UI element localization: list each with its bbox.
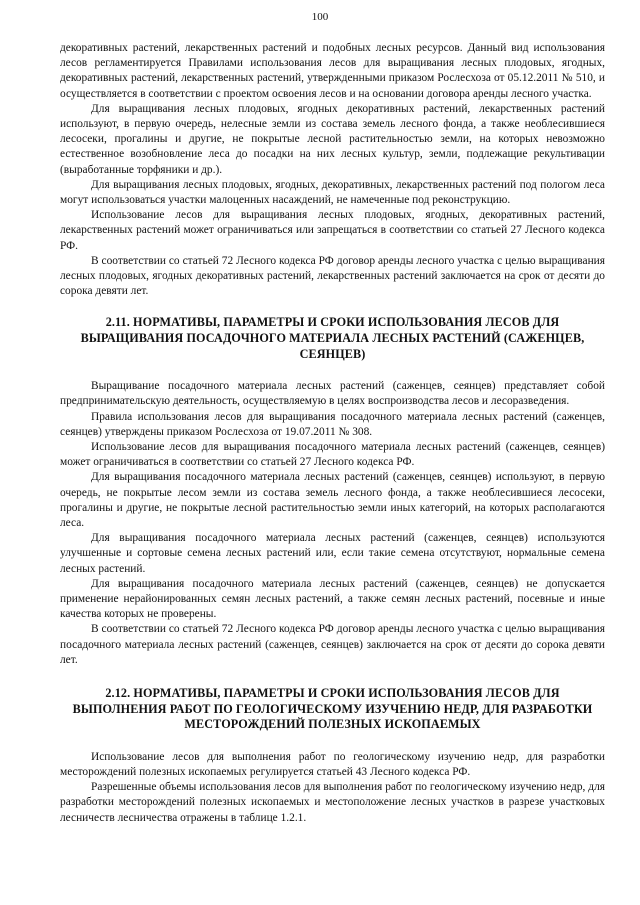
section-2-11-paragraph: Использование лесов для выращивания посадочного материала лесных растений (саженцев, сеянцев) может ограничиваться в соответствии со статьей 27 Лесного кодекса РФ. bbox=[60, 441, 605, 469]
section-2-12-heading: 2.12. НОРМАТИВЫ, ПАРАМЕТРЫ И СРОКИ ИСПОЛЬЗОВАНИЯ ЛЕСОВ ДЛЯ ВЫПОЛНЕНИЯ РАБОТ ПО ГЕОЛОГИЧЕСКОМУ ИЗУЧЕНИЮ НЕДР, ДЛЯ РАЗРАБОТКИ МЕСТОРОЖДЕНИЙ ПОЛЕЗНЫХ ИСКОПАЕМЫХ bbox=[72, 686, 593, 732]
page-number: 100 bbox=[311, 11, 329, 23]
intro-paragraph: Для выращивания лесных плодовых, ягодных, декоративных, лекарственных растений под пологом леса могут использоваться участки малоценных насаждений, не намеченные под реконструкцию. bbox=[60, 178, 605, 207]
intro-paragraph: В соответствии со статьей 72 Лесного кодекса РФ договор аренды лесного участка с целью выращивания лесных плодовых, ягодных декоративных растений, лекарственных растений заключается на срок от десяти до сорока девяти лет. bbox=[60, 254, 605, 298]
section-2-11-paragraph: Для выращивания посадочного материала лесных растений (саженцев, сеянцев) не допускается применение нерайонированных семян лесных растений, а также семян лесных растений, посевные и иные качества которых не проверены. bbox=[60, 577, 605, 621]
section-2-12-paragraph: Разрешенные объемы использования лесов для выполнения работ по геологическому изучению недр, для разработки месторождений полезных ископаемых и местоположение лесных участков в разрезе участковых лесничеств лесничества отражены в таблице 1.2.1. bbox=[60, 781, 605, 824]
page-body bbox=[60, 41, 605, 826]
section-2-12-paragraph: Использование лесов для выполнения работ по геологическому изучению недр, для разработки месторождений полезных ископаемых регулируется статьей 43 Лесного кодекса РФ. bbox=[60, 750, 605, 779]
intro-paragraph: Использование лесов для выращивания лесных плодовых, ягодных, декоративных растений, лекарственных растений может ограничиваться или запрещаться в соответствии со статьей 27 Лесного кодекса РФ. bbox=[60, 209, 605, 252]
intro-paragraph: декоративных растений, лекарственных растений и подобных лесных ресурсов. Данный вид использования лесов регламентируется Правилами использования лесов для выращивания лесных плодовых, ягодных, декоративных растений, лекарственных растений, утвержденными приказом Рослесхоза от 05.12.2011 № 510, и осуществляется в соответствии с проектом освоения лесов и на основании договора аренды лесного участка. bbox=[60, 42, 605, 100]
section-2-11-heading: 2.11. НОРМАТИВЫ, ПАРАМЕТРЫ И СРОКИ ИСПОЛЬЗОВАНИЯ ЛЕСОВ ДЛЯ ВЫРАЩИВАНИЯ ПОСАДОЧНОГО МАТЕРИАЛА ЛЕСНЫХ РАСТЕНИЙ (САЖЕНЦЕВ, СЕЯНЦЕВ) bbox=[80, 315, 585, 361]
section-2-11-paragraph: Правила использования лесов для выращивания посадочного материала лесных растений (саженцев, сеянцев) утверждены приказом Рослесхоза от 19.07.2011 № 308. bbox=[60, 410, 605, 438]
section-2-11-paragraph: Для выращивания посадочного материала лесных растений (саженцев, сеянцев) используют, в первую очередь, не покрытые лесом земли из состава земель лесного фонда, а также необлесившиеся лесосеки, прогалины и другие, не покрытые лесной растительностью земли иных категорий, на которых располагаются леса. bbox=[60, 471, 605, 530]
intro-paragraph: Для выращивания лесных плодовых, ягодных декоративных растений, лекарственных растений используют, в первую очередь, нелесные земли из состава земель лесного фонда, а также необлесившиеся лесосеки, прогалины и другие, не покрытые лесной растительностью земли, на которых невозможно естественное возобновление леса до посадки на них лесных культур, земли, подлежащие рекультивации (выработанные торфяники и др.). bbox=[60, 102, 605, 176]
section-2-11-paragraph: Для выращивания посадочного материала лесных растений (саженцев, сеянцев) используются улучшенные и сортовые семена лесных растений или, если такие семена отсутствуют, нормальные семена лесных растений. bbox=[60, 532, 605, 575]
section-2-11-paragraph: В соответствии со статьей 72 Лесного кодекса РФ договор аренды лесного участка с целью выращивания посадочного материала лесных растений (саженцев, сеянцев) заключается на срок от десяти до сорока девяти лет. bbox=[60, 623, 605, 666]
section-2-11-paragraph: Выращивание посадочного материала лесных растений (саженцев, сеянцев) представляет собой предпринимательскую деятельность, осуществляемую в целях воспроизводства лесов и лесоразведения. bbox=[60, 380, 605, 408]
